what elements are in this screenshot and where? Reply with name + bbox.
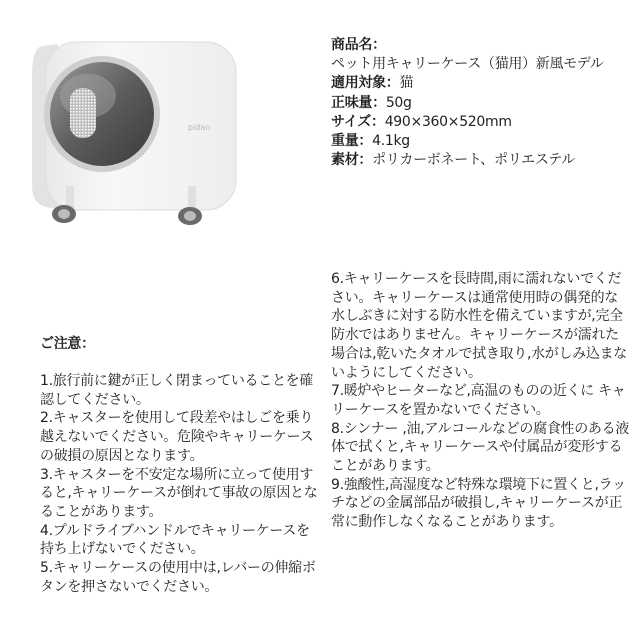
spec-target: 適用対象：猫 [331,75,414,92]
brand-logo-text: pidan [188,123,211,132]
pet-carrier-illustration [28,36,240,226]
note-item: 7.暖炉やヒーターなど,高温のものの近くに キャリーケースを置かないでください。 [331,383,626,418]
notes-right-column [331,270,631,532]
spec-net-weight: 正味量：50g [331,94,412,111]
note-item: 5.キャリーケースの使用中は,レバーの伸縮ボタンを押さないでください。 [40,560,316,595]
spec-material: 素材：ポリカーボネート、ポリエステル [331,152,575,169]
product-specs [331,36,631,170]
note-item: 3.キャスターを不安定な場所に立って使用すると,キャリーケースが倒れて事故の原因となることがあります。 [40,466,318,520]
spec-size: サイズ：490×360×520mm [331,113,512,130]
spec-weight: 重量：4.1kg [331,133,410,150]
spec-name-value: ペット用キャリーケース（猫用）新風モデル [331,56,604,73]
note-item: 2.キャスターを使用して段差やはしごを乗り越えないでください。危険やキャリーケースの破損の原因となります。 [40,410,314,464]
note-item: 4.プルドライブハンドルでキャリーケースを持ち上げないでください。 [40,522,310,558]
notes-left-column [40,372,320,596]
note-item: 1.旅行前に鍵が正しく閉まっていることを確認してください。 [40,373,314,408]
note-item: 6.キャリーケースを長時間,雨に濡れないでください。キャリーケースは通常使用時の偶発的な水しぶきに対する防水性を備えていますが,完全防水ではありません。キャリーケースが濡れた場合は,乾いたタオルで拭き取り,水がしみ込まないようにしてください。 [331,271,627,381]
product-image [28,36,240,226]
note-item: 8.シンナー ,油,アルコールなどの腐食性のある液体で拭くと,キャリーケースや付属品が変形することがあります。 [331,420,630,475]
note-item: 9.強酸性,高湿度など特殊な環境下に置くと,ラッチなどの金属部品が破損し,キャリーケースが正常に動作しなくなることがあります。 [331,476,626,531]
spec-name: 商品名： [331,37,386,53]
notes-title: ご注意： [40,336,95,352]
